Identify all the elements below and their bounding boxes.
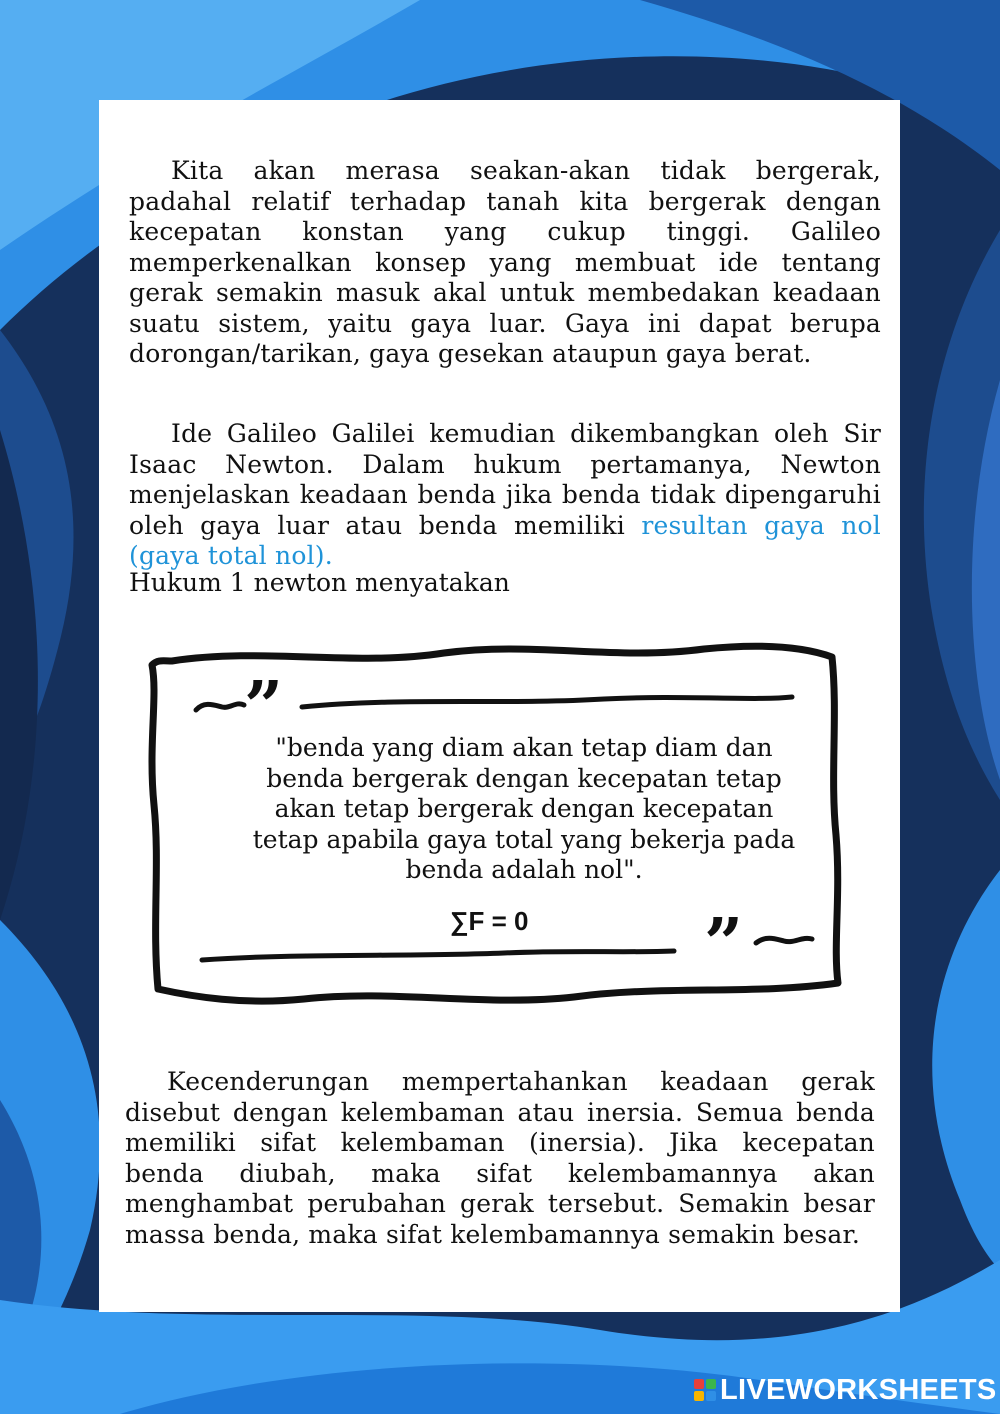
brand-name: LIVEWORKSHEETS: [720, 1373, 997, 1406]
close-quote-icon: ”: [704, 904, 744, 984]
paragraph-1: Kita akan merasa seakan-akan tidak bergerak, padahal relatif terhadap tanah kita bergerak dengan kecepatan konstan yang cukup tinggi. Galileo memperkenalkan konsep yang membuat ide tentang gerak semakin masuk akal untuk membedakan keadaan suatu sistem, yaitu gaya luar. Gaya ini dapat berupa dorongan/tarikan, gaya gesekan ataupun gaya berat.: [129, 156, 881, 368]
newton-first-law-quote: "benda yang diam akan tetap diam dan benda bergerak dengan kecepatan tetap akan tetap bergerak dengan kecepatan tetap apabila gaya total yang bekerja pada benda adalah nol".: [252, 733, 796, 884]
paragraph-3: Kecenderungan mempertahankan keadaan gerak disebut dengan kelembaman atau inersia. Semua benda memiliki sifat kelembaman (inersia). Jika kecepatan benda diubah, maka sifat kelembamannya akan menghambat perubahan gerak tersebut. Semakin besar massa benda, maka sifat kelembamannya semakin besar.: [125, 1067, 875, 1249]
brand-watermark: [694, 1374, 997, 1406]
law-intro: Hukum 1 newton menyatakan: [129, 568, 510, 597]
resultant-force-highlight: resultan gaya nol (gaya total nol).: [129, 510, 881, 570]
content-page: [99, 100, 900, 1312]
open-quote-icon: ”: [244, 667, 284, 747]
liveworksheets-logo-icon: [694, 1379, 716, 1401]
paragraph-2: [129, 419, 881, 572]
paragraph-2-text: Ide Galileo Galilei kemudian dikembangkan oleh Sir Isaac Newton. Dalam hukum pertamanya, Newton menjelaskan keadaan benda jika benda tidak dipengaruhi oleh gaya luar atau benda memiliki: [129, 419, 881, 540]
net-force-formula: ∑F = 0: [450, 906, 529, 936]
